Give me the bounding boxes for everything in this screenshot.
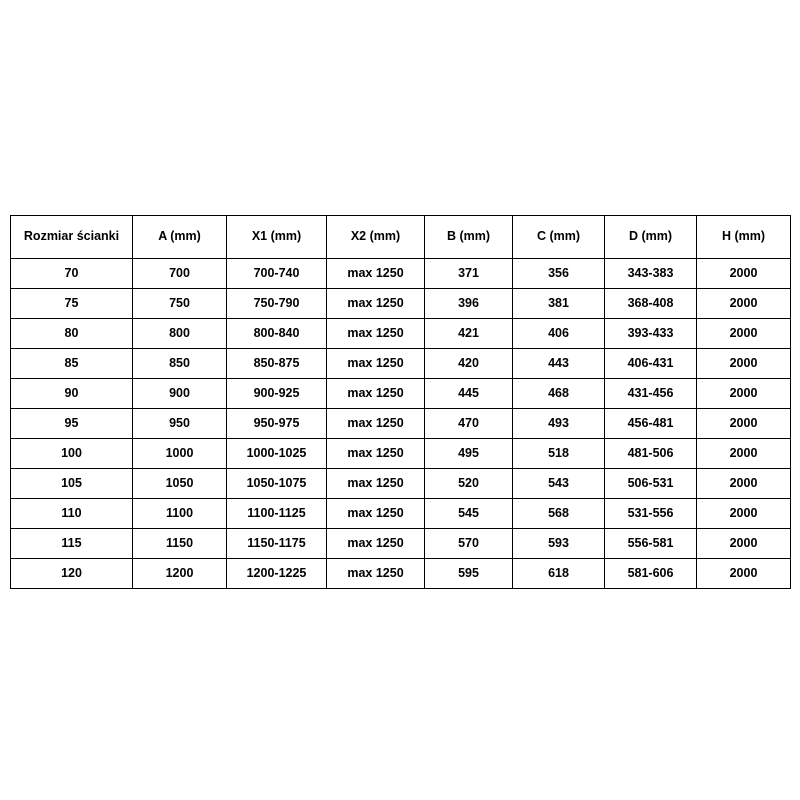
cell-x2: max 1250 [327,469,425,499]
cell-x1: 1100-1125 [227,499,327,529]
table-row [11,469,791,499]
cell-x1: 900-925 [227,379,327,409]
cell-h: 2000 [697,379,791,409]
cell-a: 1200 [133,559,227,589]
cell-x1: 1050-1075 [227,469,327,499]
cell-a: 850 [133,349,227,379]
cell-x2: max 1250 [327,259,425,289]
column-header-h: H (mm) [697,216,791,259]
cell-a: 950 [133,409,227,439]
table-header [11,216,791,259]
table-row [11,259,791,289]
cell-a: 700 [133,259,227,289]
cell-c: 543 [513,469,605,499]
table-header-row [11,216,791,259]
cell-b: 495 [425,439,513,469]
cell-c: 381 [513,289,605,319]
cell-b: 595 [425,559,513,589]
cell-h: 2000 [697,559,791,589]
cell-d: 393-433 [605,319,697,349]
table-body [11,259,791,589]
cell-rozmiar-scianki: 120 [11,559,133,589]
cell-h: 2000 [697,469,791,499]
specification-table-container [10,215,790,589]
column-header-x2: X2 (mm) [327,216,425,259]
cell-b: 371 [425,259,513,289]
table-row [11,499,791,529]
cell-b: 396 [425,289,513,319]
cell-x2: max 1250 [327,439,425,469]
cell-x2: max 1250 [327,319,425,349]
specification-table [10,215,791,589]
cell-x1: 950-975 [227,409,327,439]
cell-a: 1100 [133,499,227,529]
cell-c: 356 [513,259,605,289]
cell-x2: max 1250 [327,529,425,559]
table-row [11,349,791,379]
cell-rozmiar-scianki: 80 [11,319,133,349]
column-header-x1: X1 (mm) [227,216,327,259]
cell-c: 468 [513,379,605,409]
cell-b: 520 [425,469,513,499]
cell-c: 618 [513,559,605,589]
cell-c: 493 [513,409,605,439]
cell-c: 568 [513,499,605,529]
cell-b: 420 [425,349,513,379]
cell-c: 443 [513,349,605,379]
cell-a: 1150 [133,529,227,559]
cell-d: 481-506 [605,439,697,469]
cell-x1: 700-740 [227,259,327,289]
cell-rozmiar-scianki: 85 [11,349,133,379]
cell-x2: max 1250 [327,499,425,529]
cell-x1: 1200-1225 [227,559,327,589]
cell-a: 900 [133,379,227,409]
table-row [11,379,791,409]
cell-d: 431-456 [605,379,697,409]
cell-h: 2000 [697,529,791,559]
cell-a: 750 [133,289,227,319]
column-header-rozmiar-scianki: Rozmiar ścianki [11,216,133,259]
table-row [11,439,791,469]
cell-x1: 1000-1025 [227,439,327,469]
cell-h: 2000 [697,319,791,349]
cell-c: 593 [513,529,605,559]
cell-b: 445 [425,379,513,409]
cell-rozmiar-scianki: 90 [11,379,133,409]
cell-a: 800 [133,319,227,349]
cell-a: 1050 [133,469,227,499]
cell-rozmiar-scianki: 95 [11,409,133,439]
cell-x1: 850-875 [227,349,327,379]
cell-rozmiar-scianki: 75 [11,289,133,319]
cell-x2: max 1250 [327,379,425,409]
cell-c: 518 [513,439,605,469]
cell-h: 2000 [697,439,791,469]
cell-d: 343-383 [605,259,697,289]
cell-rozmiar-scianki: 70 [11,259,133,289]
cell-b: 570 [425,529,513,559]
cell-d: 456-481 [605,409,697,439]
table-row [11,319,791,349]
cell-x1: 800-840 [227,319,327,349]
cell-h: 2000 [697,349,791,379]
cell-d: 556-581 [605,529,697,559]
cell-a: 1000 [133,439,227,469]
cell-h: 2000 [697,409,791,439]
cell-d: 581-606 [605,559,697,589]
column-header-a: A (mm) [133,216,227,259]
column-header-d: D (mm) [605,216,697,259]
table-row [11,559,791,589]
cell-d: 531-556 [605,499,697,529]
cell-rozmiar-scianki: 110 [11,499,133,529]
table-row [11,289,791,319]
cell-c: 406 [513,319,605,349]
cell-x2: max 1250 [327,289,425,319]
cell-d: 406-431 [605,349,697,379]
table-row [11,529,791,559]
column-header-c: C (mm) [513,216,605,259]
cell-b: 421 [425,319,513,349]
cell-x1: 750-790 [227,289,327,319]
cell-h: 2000 [697,499,791,529]
cell-b: 470 [425,409,513,439]
cell-x2: max 1250 [327,559,425,589]
cell-d: 368-408 [605,289,697,319]
cell-x2: max 1250 [327,409,425,439]
column-header-b: B (mm) [425,216,513,259]
cell-d: 506-531 [605,469,697,499]
cell-h: 2000 [697,289,791,319]
cell-x2: max 1250 [327,349,425,379]
cell-b: 545 [425,499,513,529]
cell-h: 2000 [697,259,791,289]
table-row [11,409,791,439]
cell-rozmiar-scianki: 105 [11,469,133,499]
cell-x1: 1150-1175 [227,529,327,559]
cell-rozmiar-scianki: 100 [11,439,133,469]
cell-rozmiar-scianki: 115 [11,529,133,559]
